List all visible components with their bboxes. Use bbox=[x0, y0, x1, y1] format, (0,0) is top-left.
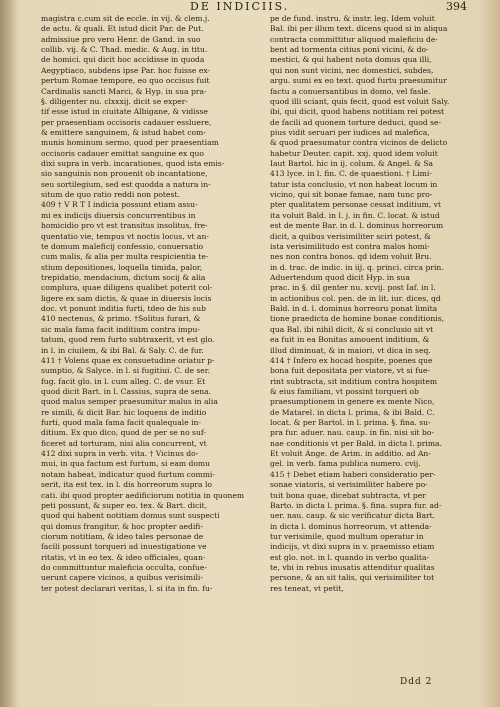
left-column-line: dixi supra in verb. incarationes, quod ista emis- bbox=[41, 159, 225, 169]
right-column-line: Iaut Bartol. hic in ij. colum. & Angel. & Sa bbox=[270, 159, 434, 169]
left-column-line: de homici. qui dicit hoc accidisse in quoda bbox=[41, 55, 205, 65]
left-column-line: magistra c.cum sit de eccle. in vij. & clem.j. bbox=[41, 14, 210, 23]
right-column-line: pra fur. aduer. nau. caup. in fin. nisi sit bo- bbox=[270, 428, 435, 438]
right-column-line: pter qualitatem personae cessat inditium, vt bbox=[270, 200, 441, 210]
right-column-line: mestici, & qui habent nota domus qua illi, bbox=[270, 55, 432, 65]
left-column-line: per praesentiam occisoris cadauer essluere, bbox=[41, 117, 212, 127]
right-column-line: sonae viatoris, si verisimiliter habere po- bbox=[270, 480, 428, 490]
right-column-line: illud diminuat, & in maiori, vt dica in seq. bbox=[270, 345, 431, 355]
right-column-line: vicino, qui sit bonae famae, nam tunc pro- bbox=[270, 190, 433, 200]
right-column-line: tuit bona quae, dicebat subtracta, vt per bbox=[270, 490, 426, 500]
left-column-line: quod dicit Bart. in l. Cassius, supra de sena. bbox=[41, 386, 212, 396]
left-column-line: 409 † V R T I indicia possunt etiam assu- bbox=[41, 200, 198, 210]
left-column-line: ter potest declarari veritas, l. si ita in fin. fu- bbox=[41, 583, 213, 593]
right-column-line: Aduertendum quod dicit Hyp. in sua bbox=[270, 272, 410, 282]
left-column-line: in l. in ciuilem, & ibi Bal. & Saly. C. de fur. bbox=[41, 345, 204, 355]
left-column-line: situm de quo ratio reddi non potest. bbox=[41, 190, 180, 200]
right-column-line: in d. trac. de indic. in iij. q. princi. circa prin. bbox=[270, 262, 444, 272]
page-number: 394 bbox=[446, 0, 467, 13]
left-column-line: tatum, quod rem furto subtraxerit, vt est glo. bbox=[41, 335, 215, 345]
right-column-line: in dicta l. dominus horreorum, vt attenda- bbox=[270, 521, 432, 531]
right-column-line: te, vbi in rebus inusatis attenditur qualitas bbox=[270, 563, 435, 573]
right-column-line: pius vidit seruari per iudices ad malefica, bbox=[270, 127, 430, 137]
right-column-line: est glo. not. in l. quando in verbo qualita- bbox=[270, 552, 430, 562]
left-column-line: & emittere sanguinem, & istud habet com- bbox=[41, 127, 206, 137]
right-column-line: prac. in §. dil genter nu. xcvij. post Iaf. in l. bbox=[270, 283, 436, 293]
left-column-line: furti, quod mala fama facit qualequale in- bbox=[41, 418, 202, 428]
left-column-line: homicidio pro vt est transitus insolitus, fre- bbox=[41, 221, 208, 231]
left-column-line: fug. facit glo. in l. cum alleg. C. de vsur. Et bbox=[41, 376, 206, 386]
right-column-line: rint subtracta, sit inditium contra hospitem bbox=[270, 376, 438, 386]
right-column-line: tione praedicta de homine bonae conditionis, bbox=[270, 314, 445, 324]
left-column-line: ciorum notitiam, & ideo tales personae de bbox=[41, 531, 204, 541]
right-column-line: tatur ista conclusio, vt non habeat locum in bbox=[270, 179, 438, 189]
right-column-line: Et voluit Ange. de Arim. in additio. ad An- bbox=[270, 449, 431, 459]
right-column-line: persone, & an sit talis, qui verisimiliter tot bbox=[270, 573, 435, 583]
left-column-line: sumptio, & Salyce. in l. si fugitiui. C. de ser. bbox=[41, 366, 211, 376]
left-column-line: notam habeat, indicatur quod furtum commi- bbox=[41, 469, 215, 479]
left-column-line: stium depositiones, loquella timida, palor, bbox=[41, 262, 203, 272]
right-column-line: locat. & per Bartol. in l. prima. §. fina. su- bbox=[270, 418, 431, 428]
right-column-line: 414 † Infero ex hocad hospite, poenes que bbox=[270, 355, 433, 365]
right-column-line: 415 † Debet etiam haberi consideratio per- bbox=[270, 469, 436, 479]
left-column-line: Aegyptiaco, subdens ipse Par. hoc fuisse ex- bbox=[41, 65, 211, 75]
left-column-line: 411 † Volens quae ex consuetudine oriatur p- bbox=[41, 355, 215, 365]
right-column-line: Bald. in d. l. dominus horreoru ponat limita bbox=[270, 304, 438, 314]
right-column-line: 413 lyce. in l. fin. C. de quaestioni. † Limi- bbox=[270, 169, 432, 179]
left-column-line: seu sortilegium, sed est quodda a natura in- bbox=[41, 179, 211, 189]
left-column-line: ditium. Ex quo dico, quod de per se no suf- bbox=[41, 428, 206, 438]
right-column-line: tur verisimile, quod multum operatur in bbox=[270, 531, 424, 541]
left-column-line: 410 nectenus, & primo. †Solitus furari, & bbox=[41, 314, 201, 324]
right-column-line: bona fuit depositata per viatore, vt si fue- bbox=[270, 366, 431, 376]
right-column-line: quod illi sciant, quis fecit, quod est voluit Saly. bbox=[270, 96, 450, 106]
left-column-line: sic mala fama facit inditium contra impu- bbox=[41, 324, 200, 334]
left-column-line: ritatis, vt in eo tex. & ideo officiales, quan- bbox=[41, 552, 206, 562]
right-column-line: est de mente Bar. in d. l. dominus horreorum bbox=[270, 221, 444, 231]
right-column-line: contracta committitur aliquod maleficiu de- bbox=[270, 34, 438, 44]
left-column-line: 412 dixi supra in verb. vita. † Vicinus do- bbox=[41, 449, 199, 459]
left-column-line: mi ex indicijs diuersis concurrentibus in bbox=[41, 210, 196, 220]
right-column-line: nae conditionis vt per Bald. in dicta l. prima. bbox=[270, 438, 442, 448]
left-column-line: uerunt capere vicinos, a quibus verisimili- bbox=[41, 573, 203, 583]
right-column-line: ista verisimilitudo est contra malos homi- bbox=[270, 241, 430, 251]
right-column-line: qui non sunt vicini, nec domestici, subdes, bbox=[270, 65, 434, 75]
left-column-line: serit, ita est tex. in l. dis horreorum supra lo bbox=[41, 480, 212, 490]
left-column-line: ficeret ad torturam, nisi alia concurrent, vt bbox=[41, 438, 207, 448]
right-column-line: Bal. ibi per illum text. dicens quod si in aliqua bbox=[270, 24, 448, 34]
right-column-line: res teneat, vt petit, bbox=[270, 583, 344, 593]
left-column-line: quod qui habent notitiam domus sunt suspecti bbox=[41, 511, 220, 521]
left-column-line: ligere ex sam dictis, & quae in diuersis locis bbox=[41, 293, 212, 303]
right-column-line: dicit, a quibus verisimiliter sciri potest, & bbox=[270, 231, 431, 241]
right-column-line: qua Bal. ibi nihil dicit, & si conclusio sit vt bbox=[270, 324, 434, 334]
left-column-line: doc. vt ponunt inditia furti, tdeo de his sub bbox=[41, 304, 206, 314]
left-column-line: facili possunt torqueri ad inuestigatione ve bbox=[41, 542, 207, 552]
left-column-line: sio sanguinis non prouenit ob incantatione, bbox=[41, 169, 208, 179]
right-column-line: Barto. in dicta l. prima. §. fina. supra fur. ad- bbox=[270, 500, 442, 510]
running-header bbox=[0, 0, 500, 14]
left-column-line: peti possunt, & super eo. tex. & Bart. dicit, bbox=[41, 500, 208, 510]
right-column-line: argu. sumi ex eo text. quod furtu praesumitur bbox=[270, 76, 447, 86]
right-column-line: factu a conuersantibus in domo, vel fasle. bbox=[270, 86, 431, 96]
right-column-line: ibi, qui dicit, quod habens notitiam rei potest bbox=[270, 107, 445, 117]
right-column-line: indicijs, vt dixi supra in v. praemisso etiam bbox=[270, 542, 435, 552]
left-column-line: §. diligenter nu. clxxxij. dicit se exper- bbox=[41, 96, 188, 106]
left-column-line: cum malis, & alia per multa respicientia te- bbox=[41, 252, 209, 262]
right-column-line: habetur Deuter. capit. xxj. quod idem voluit bbox=[270, 148, 438, 158]
left-column-line: do committuntur maleficia occulta, confue- bbox=[41, 563, 207, 573]
left-column-line: re simili, & dicit Bar. hic loquens de inditio bbox=[41, 407, 207, 417]
right-column-line: praesumptionem in genere ex mente Nico, bbox=[270, 397, 435, 407]
left-column-line: cati. ibi quod propter aedificiorum notitia in quonem bbox=[41, 490, 245, 500]
left-column-line: collib. vij. & C. Thad. medic. & Aug. in titu. bbox=[41, 45, 208, 55]
left-column-line: qui domus frangitur, & hoc propter aedifi- bbox=[41, 521, 203, 531]
right-column-line: pe de fund. instru. & instr. leg. Idem voluit bbox=[270, 14, 435, 23]
signature-mark: Ddd 2 bbox=[400, 677, 433, 687]
left-column bbox=[41, 14, 255, 594]
right-column-line: uer. nau. caup. & sic verificatur dicta Bart. bbox=[270, 511, 436, 521]
right-column-line: de facili ad quonem torture deduci, quod se- bbox=[270, 117, 442, 127]
left-column-line: occisoris cadauer emittat sanguine ex quo bbox=[41, 148, 204, 158]
right-column-line: in actionibus col. pen. de in lit. iur. dices, qd bbox=[270, 293, 441, 303]
left-column-line: pertum Romae tempore, eo quo occisus fuit bbox=[41, 76, 210, 86]
left-column-line: de actu. & quali. Et istud dicit Par. de Put. bbox=[41, 24, 204, 34]
running-title: DE INDICIIS. bbox=[190, 0, 290, 13]
left-column-line: munis hominum sermo, quod per praesentiam bbox=[41, 138, 219, 148]
left-column-line: trepidatio, mendacium, dictum socij & alia bbox=[41, 272, 206, 282]
left-column-line: Cardinalis sancti Marci, & Hyp. in sua pra- bbox=[41, 86, 207, 96]
right-column-line: ea fuit in ea Bonitas amouent inditium, & bbox=[270, 335, 430, 345]
right-column-line: de Matarel. in dicta l. prima, & ibi Bald. C. bbox=[270, 407, 435, 417]
left-column-line: admissiue pro vero Henr. de Gand. in suo bbox=[41, 34, 201, 44]
left-column-line: mui, in qua factum est furtum, si eam domu bbox=[41, 459, 210, 469]
right-column bbox=[270, 14, 482, 594]
right-column-line: bent ad tormenta citius poni vicini, & do- bbox=[270, 45, 429, 55]
right-column-line: gel. in verb. fama publica numero. cvij. bbox=[270, 459, 421, 469]
left-column-line: quod malus semper praesumitur malus in alia bbox=[41, 397, 218, 407]
left-column-line: te domum maleficij confessio, conuersatio bbox=[41, 241, 204, 251]
right-column-line: nes non contra bonos. qd idem voluit Bru. bbox=[270, 252, 432, 262]
right-column-line: & quod praesumatur contra vicinos de delicto bbox=[270, 138, 448, 148]
left-column-line: quentatio vie, tempus vt noctis locus, vt an- bbox=[41, 231, 209, 241]
left-column-line: tif esse istud in ciuitate Albigane, & vidisse bbox=[41, 107, 208, 117]
right-column-line: ita voluit Bald. in l. j. in fin. C. locat. & istud bbox=[270, 210, 440, 220]
right-column-line: & eius familiam, vt possint torqueri ob bbox=[270, 386, 419, 396]
left-column-line: complura, quae diligens qualibet poterit col- bbox=[41, 283, 213, 293]
gutter-shadow bbox=[0, 0, 18, 707]
